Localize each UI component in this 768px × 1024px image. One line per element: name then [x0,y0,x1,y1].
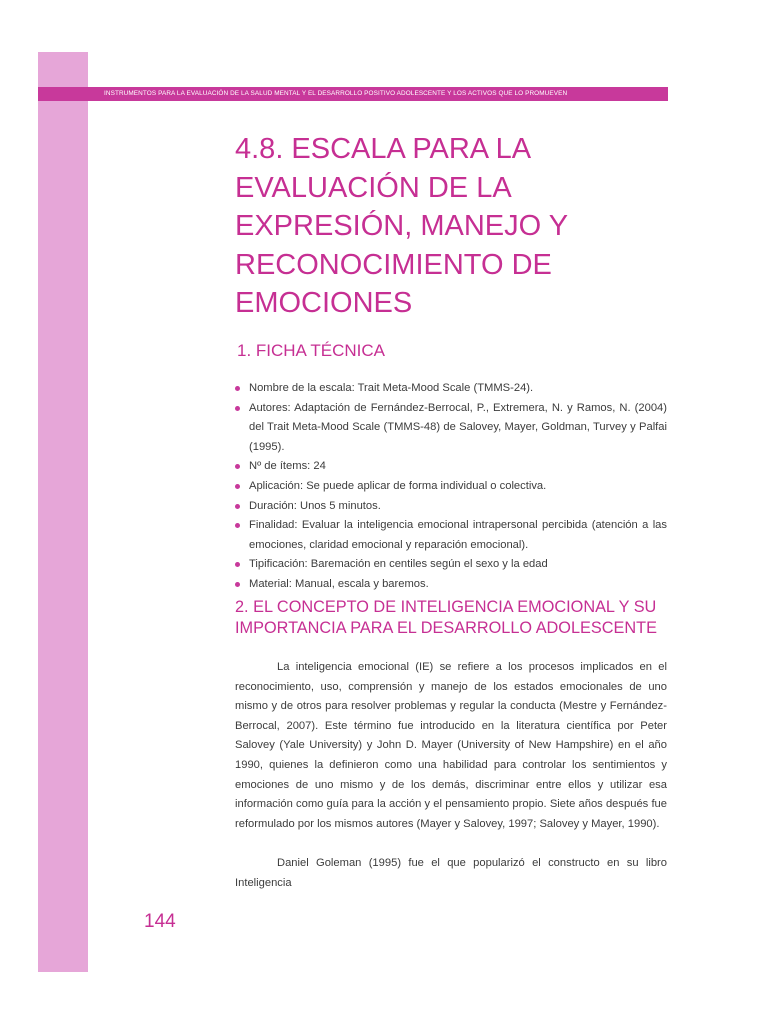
bullet-icon [235,582,240,587]
section-heading-ficha-tecnica: 1. FICHA TÉCNICA [237,341,385,360]
page-number: 144 [144,911,176,932]
list-item [235,516,667,555]
technical-sheet-list [235,379,667,595]
list-item [235,457,667,477]
bullet-icon [235,386,240,391]
list-item-text: Tipificación: Baremación en centiles según el sexo y la edad [249,558,548,571]
list-item [235,399,667,458]
title-line: EMOCIONES [235,287,413,319]
side-band [38,52,88,972]
bullet-icon [235,464,240,469]
list-item-text: Aplicación: Se puede aplicar de forma individual o colectiva. [249,479,547,492]
list-item [235,477,667,497]
list-item [235,555,667,575]
title-line: EVALUACIÓN DE LA [235,171,512,204]
bullet-icon [235,406,240,411]
title-line: EXPRESIÓN, MANEJO Y [235,210,569,242]
section-heading-line: IMPORTANCIA PARA EL DESARROLLO ADOLESCENTE [235,619,657,637]
list-item [235,575,667,595]
body-paragraph: Daniel Goleman (1995) fue el que popularizó el constructo en su libro Inteligencia [235,857,667,889]
bullet-icon [235,504,240,509]
list-item [235,497,667,517]
list-item [235,379,667,399]
list-item-text: Nombre de la escala: Trait Meta-Mood Scale (TMMS-24). [249,382,534,394]
body-paragraph: La inteligencia emocional (IE) se refiere a los procesos implicados en el reconocimiento, uso, comprensión y manejo de los estados emocionales de uno mismo y de otros para resolver problemas y regular la conducta (Mestre y Fernández-Berrocal, 2007). Este término fue introducido en la literatura científica por Peter Salovey (Yale University) y John D. Mayer (University of New Hampshire) en el año 1990, quienes la definieron como una habilidad para controlar los sentimientos y emociones de uno mismo y de los demás, discriminar entre ellos y utilizar esa información como guía para la acción y el pensamiento propio. Siete años después fue reformulado por los mismos autores (Mayer y Salovey, 1997; Salovey y Mayer, 1990). [235,661,667,830]
section-heading-line: 2. EL CONCEPTO DE INTELIGENCIA EMOCIONAL Y SU [235,598,657,616]
bullet-icon [235,484,240,489]
list-item-text: Duración: Unos 5 minutos. [249,499,381,512]
list-item-text: Nº de ítems: 24 [249,460,326,473]
list-item-text: Finalidad: Evaluar la inteligencia emocional intrapersonal percibida (atención a las emociones, claridad emocional y reparación emocional). [249,519,667,551]
list-item-text: Material: Manual, escala y baremos. [249,577,429,590]
title-line: RECONOCIMIENTO DE [235,248,552,281]
page-title [235,130,655,323]
running-header: INSTRUMENTOS PARA LA EVALUACIÓN DE LA SALUD MENTAL Y EL DESARROLLO POSITIVO ADOLESCENTE Y LOS ACTIVOS QUE LO PROMUEVEN [104,90,568,97]
bullet-icon [235,562,240,567]
list-item-text: Autores: Adaptación de Fernández-Berrocal, P., Extremera, N. y Ramos, N. (2004) del Trait Meta-Mood Scale (TMMS-48) de Salovey, Mayer, Goldman, Turvey y Palfai (1995). [249,401,667,453]
title-line: 4.8. ESCALA PARA LA [235,133,532,165]
bullet-icon [235,523,240,528]
section-heading-inteligencia-emocional [235,597,675,639]
